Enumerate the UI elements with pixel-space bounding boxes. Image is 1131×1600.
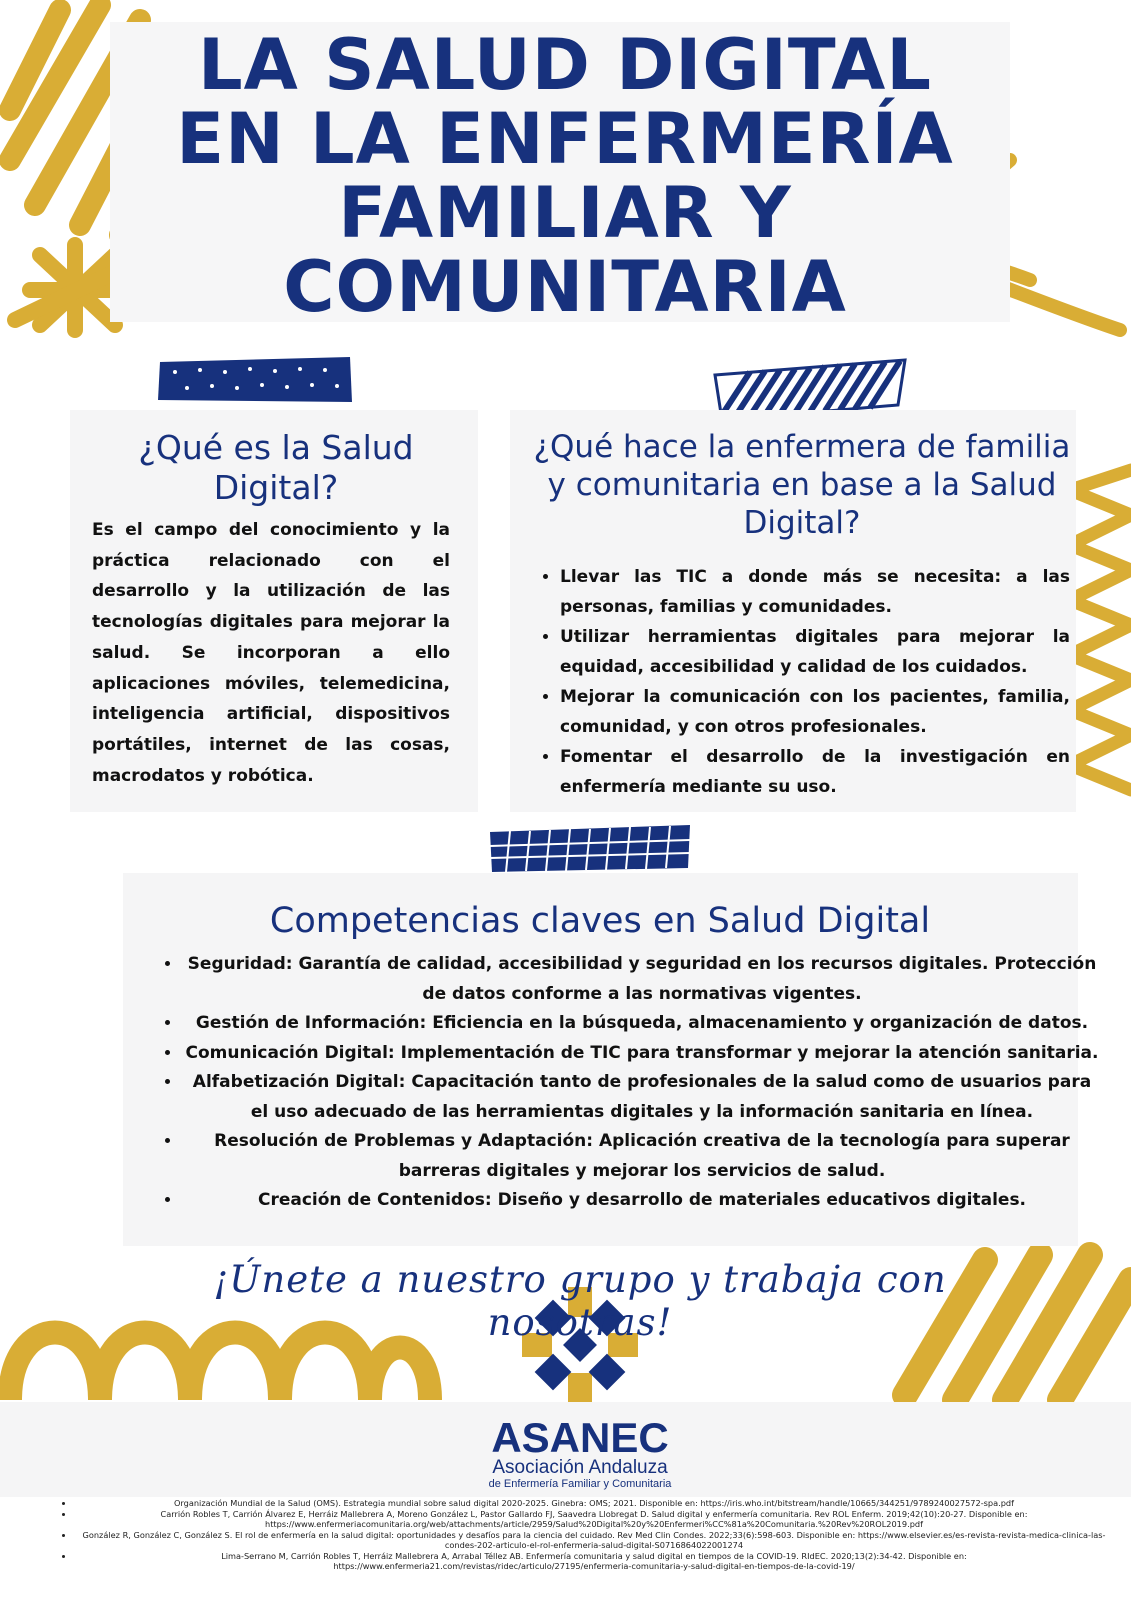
section2-heading: ¿Qué hace la enfermera de familia y comunitaria en base a la Salud Digital? xyxy=(533,429,1071,541)
section1-body: Es el campo del conocimiento y la práctica relacionado con el desarrollo y la utilización de las tecnologías digitales para mejorar la salud. Se incorporan a ello aplicaciones móviles, telemedicina, inteligencia artificial, dispositivos portátiles, internet de las cosas, macrodatos y robótica. xyxy=(92,520,450,786)
reference-item: • Carrión Robles T, Carrión Álvarez E, Herráiz Mallebrera A, Moreno González L, Pastor Gallardo FJ, Saavedra Llobregat D. Salud digital y enfermería comunitaria. Rev ROL Enferm. 2019;42(10):20-27. Disponible en: https://www.enfermeriacomunitaria.org/web/attachments/article/2959/Salud%20Digital%20y%20Enfermeri%CC%81a%20Comunitaria.%20Rev%20ROL2019.pdf xyxy=(74,1509,1114,1530)
list-item: • Creación de Contenidos: Diseño y desarrollo de materiales educativos digitales. xyxy=(182,1186,1102,1216)
section3-heading: Competencias claves en Salud Digital xyxy=(269,901,931,941)
reference-item: • González R, González C, González S. El rol de enfermería en la salud digital: oportunidades y desafíos para la ciencia del cuidado. Rev Med Clin Condes. 2022;33(6):598-603. Disponible en: https://www.elsevier.es/es-revista-revista-medica-clinica-las-condes-202-articulo-el-rol-enfermeria-salud-digital-S0716864022001274 xyxy=(74,1530,1114,1551)
list-item: • Alfabetización Digital: Capacitación tanto de profesionales de la salud como de usuarios para el uso adecuado de las herramientas digitales y la información sanitaria en línea. xyxy=(182,1068,1102,1127)
list-item: • Utilizar herramientas digitales para mejorar la equidad, accesibilidad y calidad de los cuidados. xyxy=(560,622,1070,682)
call-to-action: ¡Únete a nuestro grupo y trabaja con nosotras! xyxy=(213,1258,947,1344)
page-title xyxy=(150,24,980,328)
logo-subtitle-1: Asociación Andaluza xyxy=(492,1457,668,1478)
navy-tape-dotted xyxy=(158,357,352,402)
references-list xyxy=(60,1498,1114,1572)
gold-zigzag-right xyxy=(1070,470,1131,790)
section3-list xyxy=(160,950,1102,1216)
reference-item: • Organización Mundial de la Salud (OMS). Estrategia mundial sobre salud digital 2020-2025. Ginebra: OMS; 2021. Disponible en: https://iris.who.int/bitstream/handle/10665/344251/9789240027572-spa.pdf xyxy=(74,1498,1114,1509)
list-item: • Gestión de Información: Eficiencia en la búsqueda, almacenamiento y organización de datos. xyxy=(182,1009,1102,1039)
section2-list xyxy=(540,562,1070,802)
list-item: • Mejorar la comunicación con los pacientes, familia, comunidad, y con otros profesionales. xyxy=(560,682,1070,742)
list-item: • Comunicación Digital: Implementación de TIC para transformar y mejorar la atención sanitaria. xyxy=(182,1039,1102,1069)
list-item: • Resolución de Problemas y Adaptación: Aplicación creativa de la tecnología para superar barreras digitales y mejorar los servicios de salud. xyxy=(182,1127,1102,1186)
logo-subtitle-2: de Enfermería Familiar y Comunitaria xyxy=(488,1478,672,1490)
list-item: • Fomentar el desarrollo de la investigación en enfermería mediante su uso. xyxy=(560,742,1070,802)
reference-item: • Lima-Serrano M, Carrión Robles T, Herráiz Mallebrera A, Arrabal Téllez AB. Enfermería comunitaria y salud digital en tiempos de la COVID-19. RIdEC. 2020;13(2):34-42. Disponible en: https://www.enfermeria21.com/revistas/ridec/articulo/27195/enfermeria-comunitaria-y-salud-digital-en-tiempos-de-la-covid-19/ xyxy=(74,1551,1114,1572)
logo-name: ASANEC xyxy=(491,1414,669,1461)
list-item: • Llevar las TIC a donde más se necesita: a las personas, familias y comunidades. xyxy=(560,562,1070,622)
title-line-2: EN LA ENFERMERÍA xyxy=(176,98,954,180)
section1-heading: ¿Qué es la Salud Digital? xyxy=(138,428,414,507)
title-line-3: FAMILIAR Y xyxy=(338,172,792,254)
title-line-1: LA SALUD DIGITAL xyxy=(198,24,932,106)
title-line-4: COMUNITARIA xyxy=(283,246,847,328)
list-item: • Seguridad: Garantía de calidad, accesibilidad y seguridad en los recursos digitales. Protección de datos conforme a las normativas vigentes. xyxy=(182,950,1102,1009)
navy-tape-grid xyxy=(490,825,690,872)
